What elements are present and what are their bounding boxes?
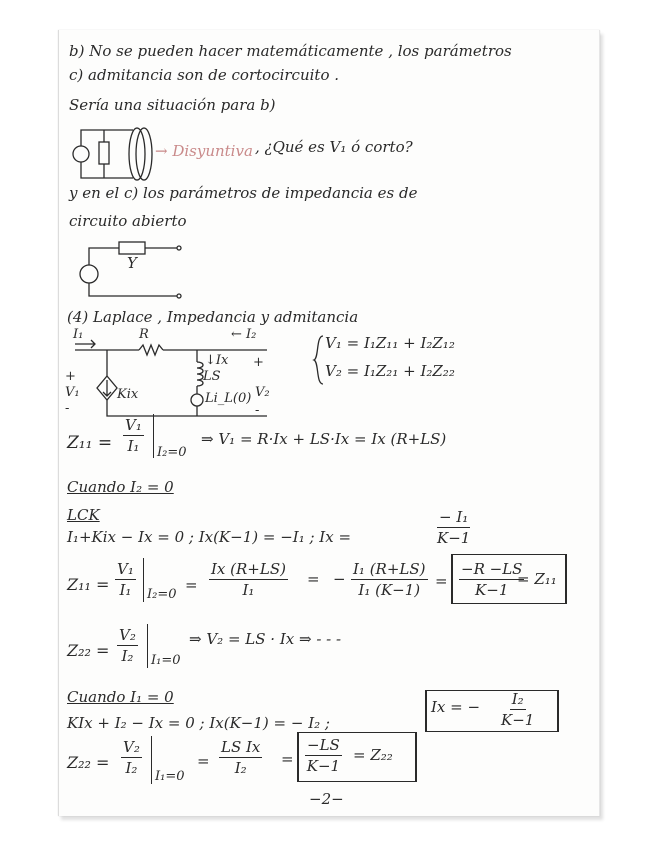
- notebook-page: [58, 30, 600, 816]
- result-z11-numerator: −R −LS: [461, 560, 523, 578]
- question-note: , ¿Qué es V₁ ó corto?: [255, 138, 413, 156]
- z22b-lhs: Z₂₂ =: [67, 753, 110, 772]
- equals-sign: =: [307, 570, 320, 588]
- ix-fraction: [437, 508, 470, 547]
- circuit-label-r: R: [139, 327, 149, 342]
- system-eq-1: V₁ = I₁Z₁₁ + I₂Z₁₂: [325, 334, 455, 352]
- z11b-condition: I₂=0: [147, 587, 177, 602]
- fraction-a: [209, 560, 288, 599]
- fraction-a-denominator: I₁: [242, 581, 255, 599]
- fraction-a-numerator: Ix (R+LS): [211, 560, 286, 578]
- z11b-denominator: I₁: [119, 581, 132, 599]
- z22-lhs: Z₂₂ =: [67, 641, 110, 660]
- z22-numerator: V₂: [119, 626, 136, 644]
- result-z22-numerator: −LS: [307, 736, 340, 754]
- eval-bar: [147, 624, 148, 668]
- fraction-c-numerator: LS Ix: [221, 738, 261, 756]
- result-z22-fraction: [305, 736, 342, 775]
- circuit-label-v1: V₁: [65, 385, 80, 400]
- z22b-denominator: I₂: [125, 759, 138, 777]
- case-heading-1: Cuando I₂ = 0: [67, 478, 174, 496]
- result-ix-fraction: [501, 690, 534, 729]
- z22-result: ⇒ V₂ = LS · Ix ⇒ - - -: [189, 630, 342, 648]
- system-brace: [313, 334, 325, 386]
- eval-bar: [143, 558, 144, 602]
- circuit-label-ls: LS: [203, 369, 221, 384]
- fraction-c-denominator: I₂: [234, 759, 247, 777]
- equals-sign: =: [197, 752, 210, 770]
- text-line-2: c) admitancia son de cortocircuito .: [69, 66, 340, 84]
- z22-condition: I₁=0: [151, 653, 181, 668]
- equals-sign: =: [281, 750, 294, 768]
- case-heading-2: Cuando I₁ = 0: [67, 688, 174, 706]
- circuit-label-i2: ← I₂: [231, 327, 257, 342]
- fraction-b-denominator: I₁ (K−1): [358, 581, 421, 599]
- text-line-3: Sería una situación para b): [69, 96, 276, 114]
- page-number: −2−: [309, 790, 344, 808]
- fraction-b-numerator: I₁ (R+LS): [353, 560, 426, 578]
- z11-numerator: V₁: [125, 416, 142, 434]
- circuit-sketch-2: [77, 236, 197, 300]
- result-z11-label: = Z₁₁: [517, 570, 557, 588]
- fraction-b: [351, 560, 428, 599]
- z22b-numerator: V₂: [123, 738, 140, 756]
- system-eq-2: V₂ = I₁Z₂₁ + I₂Z₂₂: [325, 362, 455, 380]
- admittance-label: Y: [127, 254, 137, 272]
- eval-bar: [153, 414, 154, 458]
- circuit-plus-1: +: [65, 369, 76, 384]
- kcl-equation-1: I₁+Kix − Ix = 0 ; Ix(K−1) = −I₁ ; Ix =: [67, 528, 352, 546]
- z22-denominator: I₂: [121, 647, 134, 665]
- z11-result: ⇒ V₁ = R·Ix + LS·Ix = Ix (R+LS): [201, 430, 447, 448]
- ix-numerator: − I₁: [439, 508, 469, 526]
- minus-sign: −: [333, 570, 346, 588]
- circuit-minus-2: -: [255, 403, 260, 418]
- z11-condition: I₂=0: [157, 445, 187, 460]
- fraction-c: [219, 738, 262, 777]
- result-ix-numerator: I₂: [511, 690, 524, 708]
- circuit-label-v2: V₂: [255, 385, 270, 400]
- result-ix-lhs: Ix = −: [431, 698, 481, 716]
- z11b-lhs: Z₁₁ =: [67, 575, 110, 594]
- equals-sign: =: [185, 576, 198, 594]
- z11-denominator: I₁: [127, 437, 140, 455]
- result-z11-fraction: [459, 560, 524, 599]
- result-z22-label: = Z₂₂: [353, 746, 393, 764]
- z11-fraction: [123, 416, 144, 455]
- z22b-condition: I₁=0: [155, 769, 185, 784]
- section-heading: (4) Laplace , Impedancia y admitancia: [67, 308, 359, 326]
- z11-lhs: Z₁₁ =: [67, 433, 113, 453]
- kcl-equation-2: KIx + I₂ − Ix = 0 ; Ix(K−1) = − I₂ ;: [67, 714, 330, 732]
- lck-label: LCK: [67, 506, 100, 524]
- eval-bar: [151, 736, 152, 784]
- circuit-minus-1: -: [65, 401, 70, 416]
- z22-fraction: [117, 626, 138, 665]
- text-line-5: y en el c) los parámetros de impedancia es de: [69, 184, 418, 202]
- text-line-1: b) No se pueden hacer matemáticamente , los parámetros: [69, 42, 512, 60]
- disyuntiva-note: → Disyuntiva: [155, 142, 253, 160]
- z22b-fraction: [121, 738, 142, 777]
- circuit-label-ix: ↓Ix: [205, 353, 229, 368]
- result-ix-denominator: K−1: [501, 711, 535, 729]
- circuit-label-kix: Kix: [117, 387, 139, 402]
- circuit-plus-2: +: [253, 355, 264, 370]
- result-z22-denominator: K−1: [306, 757, 341, 775]
- circuit-label-i1: I₁: [73, 327, 84, 342]
- result-z11-denominator: K−1: [475, 581, 509, 599]
- z11b-numerator: V₁: [117, 560, 134, 578]
- text-line-6: circuito abierto: [69, 212, 187, 230]
- circuit-label-initial: Li_L(0): [205, 391, 252, 406]
- ix-denominator: K−1: [437, 529, 471, 547]
- circuit-diagram: [71, 338, 271, 422]
- z11b-fraction: [115, 560, 136, 599]
- equals-sign: =: [435, 572, 448, 590]
